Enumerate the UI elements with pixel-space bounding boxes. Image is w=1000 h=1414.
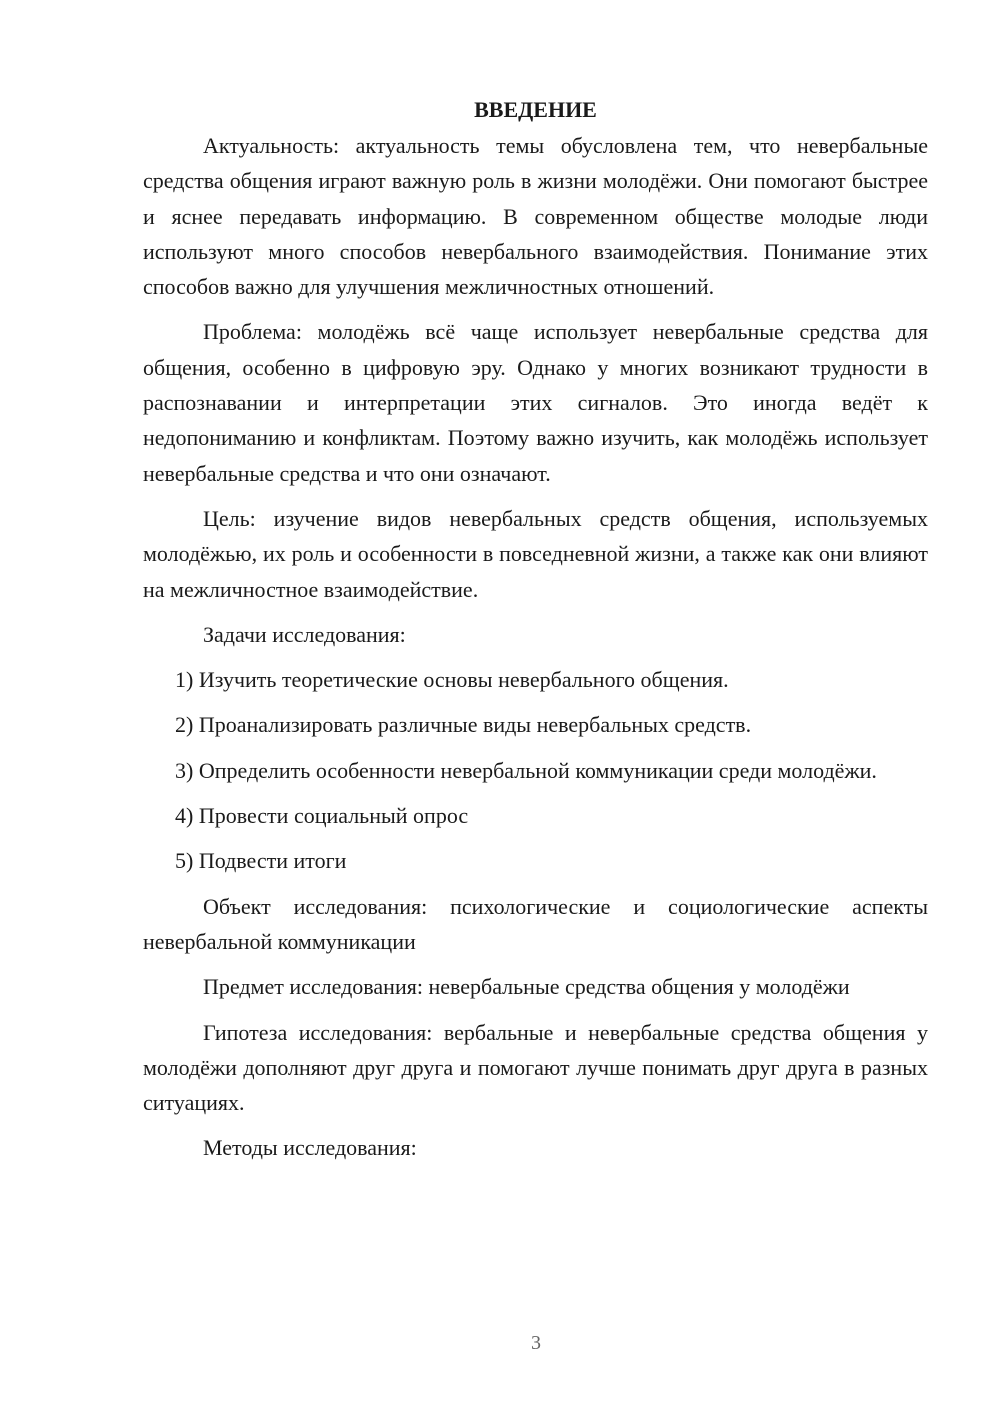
page-title: ВВЕДЕНИЕ xyxy=(474,97,597,122)
task-item-3: 3) Определить особенности невербальной коммуникации среди молодёжи. xyxy=(175,757,877,783)
task-item-5: 5) Подвести итоги xyxy=(175,848,347,874)
task-item-4: 4) Провести социальный опрос xyxy=(175,803,469,829)
tasks-heading: Задачи исследования: xyxy=(203,621,406,647)
task-item-1: 1) Изучить теоретические основы невербального общения. xyxy=(175,667,729,693)
paragraph-hypothesis: Гипотеза исследования: вербальные и невербальные средства общения у молодёжи дополняют друг друга и помогают лучше понимать друг друга в разных ситуациях. xyxy=(143,1019,928,1116)
task-item-2: 2) Проанализировать различные виды невербальных средств. xyxy=(175,712,752,738)
methods-heading: Методы исследования: xyxy=(203,1135,417,1161)
paragraph-problem: Проблема: молодёжь всё чаще использует невербальные средства для общения, особенно в цифровую эру. Однако у многих возникают трудности в распознавании и интерпретации этих сигналов. Это иногда ведёт к недопониманию и конфликтам. Поэтому важно изучить, как молодёжь использует невербальные средства и что они означают. xyxy=(143,319,928,486)
document-page xyxy=(143,93,928,1176)
paragraph-object: Объект исследования: психологические и социологические аспекты невербальной коммуникации xyxy=(143,893,928,954)
paragraph-relevance: Актуальность: актуальность темы обусловлена тем, что невербальные средства общения играют важную роль в жизни молодёжи. Они помогают быстрее и яснее передавать информацию. В современном обществе молодые люди используют много способов невербального взаимодействия. Понимание этих способов важно для улучшения межличностных отношений. xyxy=(143,133,928,300)
page-number: 3 xyxy=(531,1332,541,1354)
paragraph-subject: Предмет исследования: невербальные средства общения у молодёжи xyxy=(203,974,850,1000)
paragraph-goal: Цель: изучение видов невербальных средств общения, используемых молодёжью, их роль и особенности в повседневной жизни, а также как они влияют на межличностное взаимодействие. xyxy=(143,505,928,602)
